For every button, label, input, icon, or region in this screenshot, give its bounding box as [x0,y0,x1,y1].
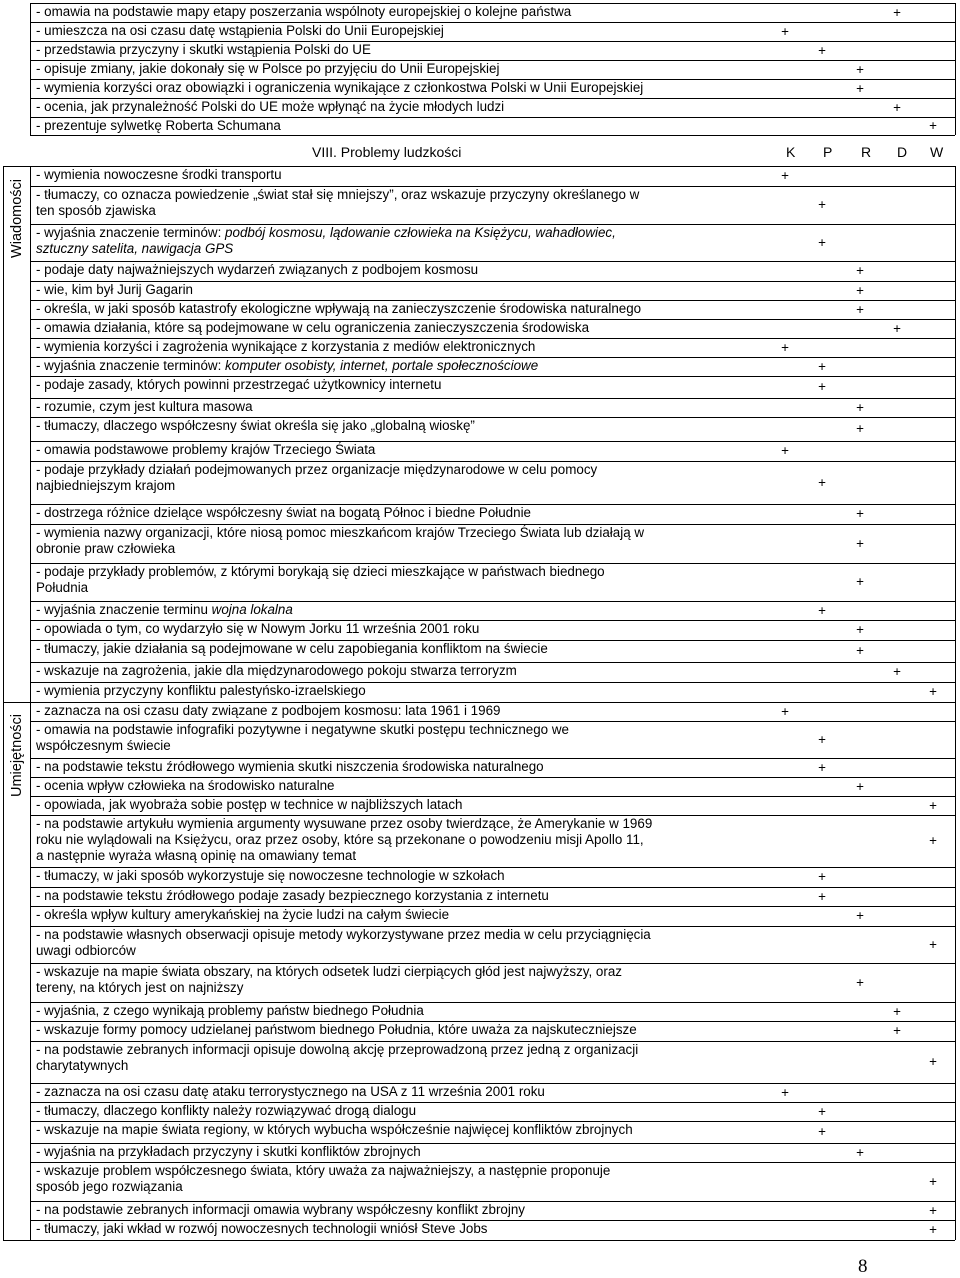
skills-row-line-text: - na podstawie zebranych informacji omawia wybrany współczesny konflikt zbrojny [36,1202,525,1217]
knowledge-row-line-text: - wyjaśnia znaczenie terminów: [36,358,226,373]
knowledge-row-mark: + [818,359,826,374]
skills-row-mark: + [929,833,937,848]
knowledge-row-line [36,462,597,478]
skills-row-line-text: uwagi odbiorców [36,943,136,958]
skills-row-line [36,943,651,959]
level-header-p: P [823,144,833,160]
knowledge-row-text [36,525,644,557]
knowledge-row-line-text: - podaje daty najważniejszych wydarzeń związanych z podbojem kosmosu [36,262,479,277]
knowledge-row-line [36,418,475,434]
knowledge-row-line-text: - tłumaczy, co oznacza powiedzenie „świat stał się mniejszy”, oraz wskazuje przyczyny określanego w [36,187,640,202]
skills-row-line [36,1084,545,1100]
knowledge-row-line [36,301,641,317]
knowledge-row-text [36,187,639,219]
skills-row-text [36,964,622,996]
page-number: 8 [858,1256,868,1277]
skills-row-line-text: - opowiada, jak wyobraża sobie postęp w technice w najbliższych latach [36,797,463,812]
skills-row-line [36,1163,610,1179]
skills-row-text [36,1202,525,1218]
knowledge-row-line-text: sztuczny satelita, nawigacja GPS [36,241,234,256]
skills-row-line [36,1202,525,1218]
top-row-text: - omawia na podstawie mapy etapy poszerzania wspólnoty europejskiej o kolejne państwa [36,4,572,19]
knowledge-row-line [36,663,517,679]
skills-row-line-text: współczesnym świecie [36,738,171,753]
knowledge-row-line [36,641,548,657]
skills-row-text [36,1144,421,1160]
skills-row-line [36,703,500,719]
top-row-mark: + [856,81,864,96]
skills-row-mark: + [818,889,826,904]
knowledge-row-line [36,282,193,298]
knowledge-row-mark: + [856,574,864,589]
skills-row-line [36,868,505,884]
skills-row-line [36,1221,488,1237]
knowledge-row-text [36,301,641,317]
skills-row-text [36,1103,416,1119]
knowledge-row-line [36,525,644,541]
knowledge-row-text [36,339,535,355]
knowledge-row-line-text: - podaje przykłady działań podejmowanych przez organizacje międzynarodowe w celu pomocy [36,462,598,477]
skills-row-line [36,848,652,864]
section-title: VIII. Problemy ludzkości [312,144,462,160]
skills-row-line [36,1022,637,1038]
knowledge-row-line-text: - wymienia nazwy organizacji, które niosą pomoc mieszkańcom krajów Trzeciego Świata lub działają w [36,525,645,540]
skills-row-line-text: - tłumaczy, jaki wkład w rozwój nowoczesnych technologii wniósł Steve Jobs [36,1221,488,1236]
knowledge-row-line-text: - omawia podstawowe problemy krajów Trzeciego Świata [36,442,376,457]
knowledge-row-line [36,187,639,203]
skills-row-mark: + [929,1222,937,1237]
knowledge-row-line [36,241,616,257]
top-row-mark: + [818,43,826,58]
knowledge-row-line-text: - wie, kim był Jurij Gagarin [36,282,194,297]
knowledge-row-mark: + [781,340,789,355]
skills-row-line [36,888,549,904]
skills-row-line-text: - wskazuje na mapie świata obszary, na których odsetek ludzi cierpiących głód jest najwyższy, oraz [36,964,622,979]
knowledge-row-text [36,377,441,393]
skills-row-line [36,722,569,738]
knowledge-row-mark: + [856,302,864,317]
skills-row-line-text: - omawia na podstawie infografiki pozytywne i negatywne skutki postępu technicznego we [36,722,569,737]
knowledge-row-mark: + [818,379,826,394]
skills-row-line [36,816,652,832]
knowledge-row-line-text: - wskazuje na zagrożenia, jakie dla międzynarodowego pokoju stwarza terroryzm [36,663,517,678]
knowledge-row-mark: + [856,421,864,436]
skills-row-line [36,1042,638,1058]
knowledge-row-line [36,505,531,521]
table-border-left [30,3,31,135]
skills-row-line-text: - na podstawie artykułu wymienia argumenty wysuwane przez osoby twierdzące, że Amerykanie w 1969 [36,816,653,831]
knowledge-row-text [36,225,616,257]
knowledge-row-line-text: obronie praw człowieka [36,541,176,556]
knowledge-row-line-text: - podaje przykłady problemów, z którymi borykają się dzieci mieszkające w państwach biednego [36,564,605,579]
knowledge-row-mark: + [818,475,826,490]
knowledge-row-text [36,621,479,637]
skills-row-mark: + [856,975,864,990]
knowledge-row-line-text: Południa [36,580,89,595]
knowledge-row-line [36,377,441,393]
knowledge-row-line-text: - wyjaśnia znaczenie terminów: [36,225,226,240]
skills-row-line-text: - wyjaśnia na przykładach przyczyny i skutki konfliktów zbrojnych [36,1144,421,1159]
skills-side-label: Umiejętności [9,713,25,797]
knowledge-row-mark: + [856,263,864,278]
knowledge-row-line-text: najbiedniejszym krajom [36,478,176,493]
knowledge-row-line [36,320,589,336]
knowledge-row-line-text: - dostrzega różnice dzielące współczesny świat na bogatą Północ i biedne Południe [36,505,532,520]
knowledge-row-line-text: - wyjaśnia znaczenie terminu [36,602,212,617]
skills-row-line-text: - na podstawie tekstu źródłowego wymienia skutki niszczenia środowiska naturalnego [36,759,544,774]
knowledge-row-text [36,418,475,434]
skills-row-text [36,759,544,775]
skills-row-line [36,907,449,923]
level-header-d: D [897,144,908,160]
knowledge-row-text [36,282,193,298]
skills-row-mark: + [929,937,937,952]
skills-row-line-text: - na podstawie zebranych informacji opisuje dowolną akcję przeprowadzoną przez jedną z organizacji [36,1042,639,1057]
skills-row-text [36,703,500,719]
skills-row-line [36,797,463,813]
knowledge-row-line [36,541,644,557]
knowledge-row-line [36,478,597,494]
knowledge-row-mark: + [781,168,789,183]
row-divider [30,135,955,136]
knowledge-row-mark: + [856,536,864,551]
skills-row-text [36,907,449,923]
knowledge-row-text [36,167,282,183]
skills-row-line-text: roku nie wylądowali na Księżycu, oraz przez osoby, które są przekonane o powodzeniu misji Apollo 11, [36,832,644,847]
skills-row-line [36,738,569,754]
top-row-text: - ocenia, jak przynależność Polski do UE może wpłynąć na życie młodych ludzi [36,99,505,114]
top-row-mark: + [856,62,864,77]
knowledge-row-text [36,641,548,657]
skills-row-mark: + [818,760,826,775]
skills-row-line-text: sposób jego rozwiązania [36,1179,183,1194]
skills-row-text [36,1042,638,1074]
knowledge-row-mark: + [818,235,826,250]
skills-row-line-text: tereny, na których jest on najniższy [36,980,244,995]
knowledge-row-text [36,602,293,618]
knowledge-row-line-text: - określa, w jaki sposób katastrofy ekologiczne wpływają na zanieczyszczenie środowiska naturalnego [36,301,642,316]
section-border-right [955,166,956,1240]
knowledge-row-line-text: - podaje zasady, których powinni przestrzegać użytkownicy internetu [36,377,442,392]
knowledge-row-mark: + [893,664,901,679]
top-row-mark: + [929,118,937,133]
skills-row-mark: + [929,1203,937,1218]
knowledge-row-line-text: - rozumie, czym jest kultura masowa [36,399,253,414]
skills-row-mark: + [781,704,789,719]
skills-row-text [36,1163,610,1195]
skills-row-mark: + [856,779,864,794]
top-row-text: - prezentuje sylwetkę Roberta Schumana [36,118,281,133]
skills-row-line [36,964,622,980]
knowledge-row-mark: + [781,443,789,458]
skills-row-line [36,927,651,943]
skills-row-mark: + [818,732,826,747]
skills-row-text [36,778,334,794]
skills-row-line-text: - wskazuje na mapie świata regiony, w których wybucha współcześnie najwięcej konfliktów zbrojnych [36,1122,633,1137]
skills-row-line-text: - ocenia wpływ człowieka na środowisko naturalne [36,778,335,793]
skills-row-text [36,816,652,864]
knowledge-row-text [36,262,478,278]
knowledge-row-mark: + [856,643,864,658]
knowledge-row-line [36,683,366,699]
knowledge-row-line-text: - tłumaczy, jakie działania są podejmowane w celu zapobiegania konfliktom na świecie [36,641,548,656]
skills-row-text [36,722,569,754]
skills-row-line [36,832,652,848]
skills-row-line-text: - wyjaśnia, z czego wynikają problemy państw biednego Południa [36,1003,424,1018]
skills-row-text [36,1221,488,1237]
knowledge-row-line-text: - tłumaczy, dlaczego współczesny świat określa się jako „globalną wioskę” [36,418,475,433]
skills-row-mark: + [893,1004,901,1019]
knowledge-row-text [36,358,538,374]
knowledge-row-line-text: - omawia działania, które są podejmowane w celu ograniczenia zanieczyszczenia środowiska [36,320,590,335]
knowledge-row-line [36,167,282,183]
table-border-right [955,3,956,135]
skills-row-mark: + [818,869,826,884]
knowledge-row-mark: + [929,684,937,699]
skills-row-line [36,1058,638,1074]
top-row-text: - umieszcza na osi czasu datę wstąpienia Polski do Unii Europejskiej [36,23,444,38]
knowledge-row-text [36,442,375,458]
skills-row-mark: + [818,1124,826,1139]
skills-row-mark: + [929,1174,937,1189]
knowledge-side-label: Wiadomości [9,178,25,258]
skills-row-text [36,797,463,813]
skills-row-line-text: - tłumaczy, dlaczego konflikty należy rozwiązywać drogą dialogu [36,1103,417,1118]
knowledge-row-line [36,262,478,278]
top-row-text: - przedstawia przyczyny i skutki wstąpienia Polski do UE [36,42,371,57]
top-row-mark: + [893,100,901,115]
skills-row-text [36,888,549,904]
level-header-r: R [861,144,872,160]
knowledge-row-mark: + [893,321,901,336]
top-row-text: - opisuje zmiany, jakie dokonały się w Polsce po przyjęciu do Unii Europejskiej [36,61,500,76]
knowledge-row-line [36,580,605,596]
knowledge-row-text [36,564,605,596]
skills-row-line-text: - zaznacza na osi czasu datę ataku terrorystycznego na USA z 11 września 2001 roku [36,1084,545,1099]
top-row-text: - wymienia korzyści oraz obowiązki i ograniczenia wynikające z członkostwa Polski w Unii Europejskiej [36,80,644,95]
knowledge-row-line-text: ten sposób zjawiska [36,203,156,218]
knowledge-row-line-text: - wymienia przyczyny konfliktu palestyńsko-izraelskiego [36,683,366,698]
skills-row-mark: + [818,1104,826,1119]
skills-row-line-text: - na podstawie tekstu źródłowego podaje zasady bezpiecznego korzystania z internetu [36,888,549,903]
knowledge-row-line [36,621,479,637]
knowledge-row-line [36,225,616,241]
skills-row-text [36,927,651,959]
skills-row-line [36,980,622,996]
skills-row-line-text: - określa wpływ kultury amerykańskiej na życie ludzi na całym świecie [36,907,450,922]
skills-row-text [36,1022,637,1038]
level-header-k: K [786,144,796,160]
skills-row-line [36,1144,421,1160]
skills-row-mark: + [929,798,937,813]
skills-row-text [36,868,505,884]
knowledge-row-line [36,602,293,618]
section-border-bottom [3,1240,955,1241]
skills-row-mark: + [856,1145,864,1160]
knowledge-row-line-text: - wymienia nowoczesne środki transportu [36,167,282,182]
knowledge-row-mark: + [856,506,864,521]
skills-row-line-text: - wskazuje formy pomocy udzielanej państwom biednego Południa, które uważa za najskuteczniejsze [36,1022,637,1037]
skills-row-line-text: a następnie wyraża własną opinię na omawiany temat [36,848,357,863]
level-header-w: W [930,144,944,160]
knowledge-row-mark: + [818,603,826,618]
skills-row-line-text: charytatywnych [36,1058,129,1073]
knowledge-row-terms: wojna lokalna [211,602,293,617]
skills-row-mark: + [781,1085,789,1100]
knowledge-row-line [36,442,375,458]
knowledge-row-text [36,320,589,336]
knowledge-row-text [36,663,517,679]
skills-row-mark: + [856,908,864,923]
skills-row-line [36,759,544,775]
skills-row-text [36,1003,424,1019]
knowledge-row-line-text: - opowiada o tym, co wydarzyło się w Nowym Jorku 11 września 2001 roku [36,621,480,636]
skills-row-mark: + [893,1023,901,1038]
knowledge-row-text [36,683,366,699]
skills-row-mark: + [929,1054,937,1069]
knowledge-row-line [36,339,535,355]
skills-row-line [36,1179,610,1195]
skills-row-text [36,1084,545,1100]
knowledge-row-line [36,399,253,415]
knowledge-row-text [36,462,597,494]
skills-row-line [36,1003,424,1019]
knowledge-row-mark: + [856,400,864,415]
skills-row-line-text: - zaznacza na osi czasu daty związane z podbojem kosmosu: lata 1961 i 1969 [36,703,501,718]
skills-row-text [36,1122,633,1138]
top-row-mark: + [781,24,789,39]
skills-row-line-text: - na podstawie własnych obserwacji opisuje metody wykorzystywane przez media w celu przyciągnięcia [36,927,651,942]
knowledge-row-terms: podbój kosmosu, lądowanie człowieka na Księżycu, wahadłowiec, [225,225,616,240]
skills-row-line [36,1122,633,1138]
top-row-mark: + [893,5,901,20]
knowledge-row-line [36,358,538,374]
knowledge-row-line [36,203,639,219]
knowledge-row-terms: komputer osobisty, internet, portale społecznościowe [225,358,539,373]
skills-row-line-text: - wskazuje problem współczesnego świata, który uważa za najważniejszy, a następnie proponuje [36,1163,611,1178]
knowledge-row-line [36,564,605,580]
knowledge-row-mark: + [818,197,826,212]
knowledge-row-mark: + [856,283,864,298]
skills-row-line [36,778,334,794]
knowledge-row-text [36,505,531,521]
skills-row-line [36,1103,416,1119]
knowledge-row-text [36,399,253,415]
knowledge-row-mark: + [856,622,864,637]
section-border-inner-left [30,166,31,1240]
skills-row-line-text: - tłumaczy, w jaki sposób wykorzystuje się nowoczesne technologie w szkołach [36,868,505,883]
knowledge-row-line-text: - wymienia korzyści i zagrożenia wynikające z korzystania z mediów elektronicznych [36,339,536,354]
